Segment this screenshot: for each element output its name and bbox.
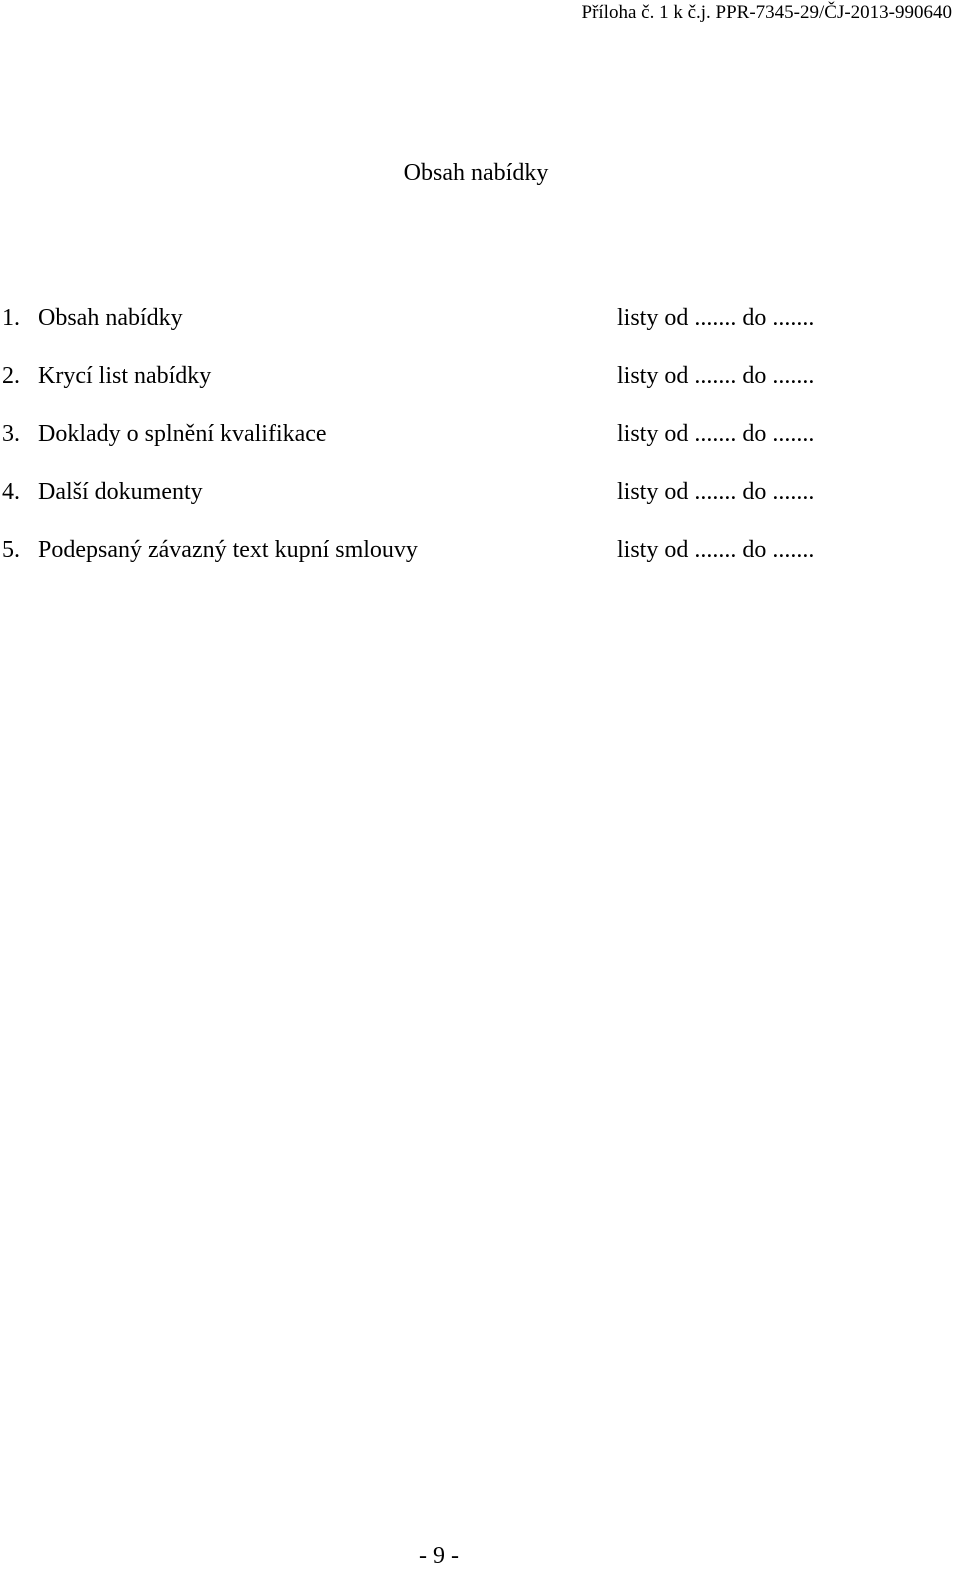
toc-item [0,421,960,479]
toc-item [0,479,960,537]
toc-item-pages: listy od ....... do ....... [617,479,815,505]
table-of-contents [0,305,960,595]
toc-item [0,363,960,421]
page-number: - 9 - [419,1543,459,1569]
toc-item-pages: listy od ....... do ....... [617,537,815,563]
toc-item-pages: listy od ....... do ....... [617,363,815,389]
toc-item [0,537,960,595]
toc-item-label: Obsah nabídky [38,305,183,331]
toc-item [0,305,960,363]
toc-item-label: Podepsaný závazný text kupní smlouvy [38,537,418,563]
toc-item-pages: listy od ....... do ....... [617,421,815,447]
toc-item-number: 5. [2,537,20,563]
toc-item-label: Další dokumenty [38,479,203,505]
toc-item-number: 1. [2,305,20,331]
toc-item-label: Doklady o splnění kvalifikace [38,421,327,447]
toc-item-number: 4. [2,479,20,505]
page-title: Obsah nabídky [403,160,549,186]
toc-item-number: 3. [2,421,20,447]
toc-item-label: Krycí list nabídky [38,363,212,389]
toc-item-number: 2. [2,363,20,389]
toc-item-pages: listy od ....... do ....... [617,305,815,331]
document-reference-header: Příloha č. 1 k č.j. PPR-7345-29/ČJ-2013-990640 [581,2,952,23]
